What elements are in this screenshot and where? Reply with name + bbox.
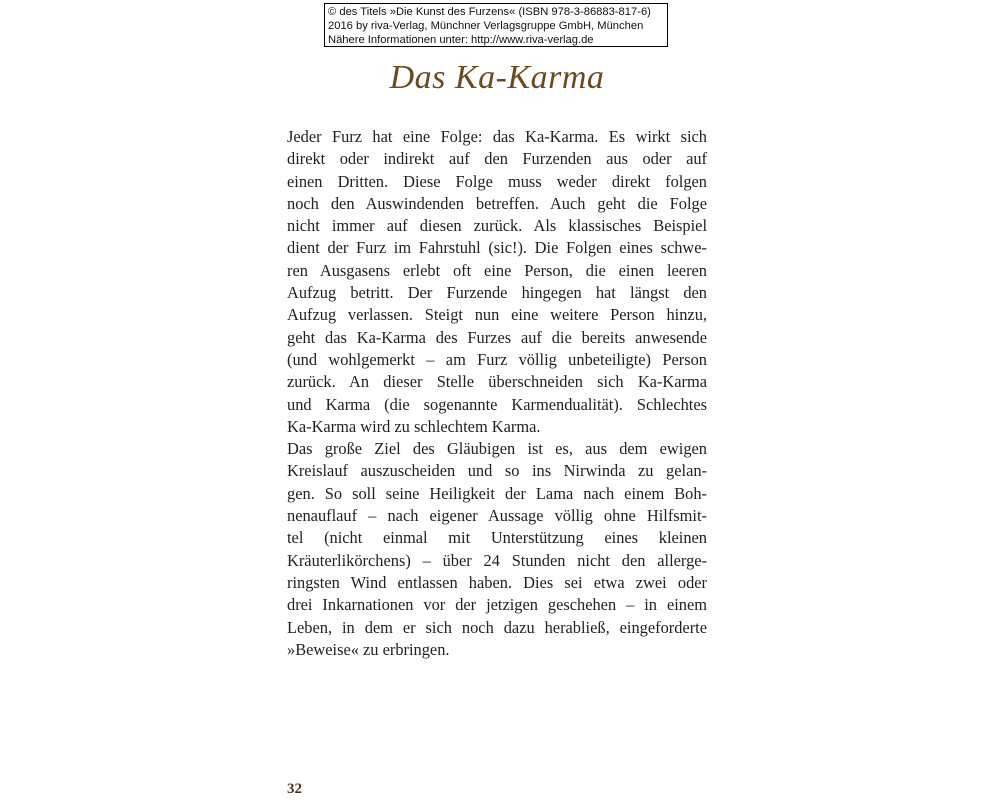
text-line: Aufzug betritt. Der Furzende hingegen hat längst den xyxy=(287,283,707,303)
copyright-line: 2016 by riva-Verlag, Münchner Verlagsgruppe GmbH, München xyxy=(328,20,644,32)
text-line: nicht immer auf diesen zurück. Als klassisches Beispiel xyxy=(287,216,707,236)
text-line: Jeder Furz hat eine Folge: das Ka-Karma. Es wirkt sich xyxy=(287,127,707,146)
text-line: Ka-Karma wird zu schlechtem Karma. xyxy=(287,416,541,436)
text-line: ringsten Wind entlassen haben. Dies sei etwa zwei oder xyxy=(287,572,707,592)
copyright-line: Nähere Informationen unter: http://www.riva-verlag.de xyxy=(328,34,594,46)
paragraph xyxy=(287,438,707,661)
text-line: direkt oder indirekt auf den Furzenden aus oder auf xyxy=(287,149,707,169)
text-line: dient der Furz im Fahrstuhl (sic!). Die Folgen eines schwe- xyxy=(287,238,707,258)
text-line: drei Inkarnationen vor der jetzigen geschehen – in einem xyxy=(287,595,707,615)
text-line: »Beweise« zu erbringen. xyxy=(287,639,450,659)
text-line: Aufzug verlassen. Steigt nun eine weitere Person hinzu, xyxy=(287,305,707,325)
text-line: und Karma (die sogenannte Karmendualität). Schlechtes xyxy=(287,394,707,414)
text-line: nenauflauf – nach eigener Aussage völlig ohne Hilfsmit- xyxy=(287,506,707,526)
chapter-title: Das Ka-Karma xyxy=(389,59,605,96)
text-line: Leben, in dem er sich noch dazu herabließ, eingeforderte xyxy=(287,617,707,637)
page-number: 32 xyxy=(287,781,302,797)
text-line: Kräuterlikörchens) – über 24 Stunden nicht den allerge- xyxy=(287,550,707,570)
text-line: zurück. An dieser Stelle überschneiden sich Ka-Karma xyxy=(287,372,707,392)
paragraph xyxy=(287,126,707,438)
body-text xyxy=(287,126,707,661)
text-line: geht das Ka-Karma des Furzes auf die bereits anwesende xyxy=(287,327,707,347)
text-line: (und wohlgemerkt – am Furz völlig unbeteiligte) Person xyxy=(287,349,707,369)
text-line: Das große Ziel des Gläubigen ist es, aus dem ewigen xyxy=(287,439,707,459)
text-line: gen. So soll seine Heiligkeit der Lama nach einem Boh- xyxy=(287,483,707,503)
text-line: Kreislauf auszuscheiden und so ins Nirwinda zu gelan- xyxy=(287,461,707,481)
copyright-notice xyxy=(324,3,668,47)
text-line: ren Ausgasens erlebt oft eine Person, die einen leeren xyxy=(287,260,707,280)
text-line: tel (nicht einmal mit Unterstützung eines kleinen xyxy=(287,528,707,548)
text-line: einen Dritten. Diese Folge muss weder direkt folgen xyxy=(287,171,707,191)
text-line: noch den Auswindenden betreffen. Auch geht die Folge xyxy=(287,193,707,213)
copyright-line: © des Titels »Die Kunst des Furzens« (ISBN 978-3-86883-817-6) xyxy=(328,6,651,18)
